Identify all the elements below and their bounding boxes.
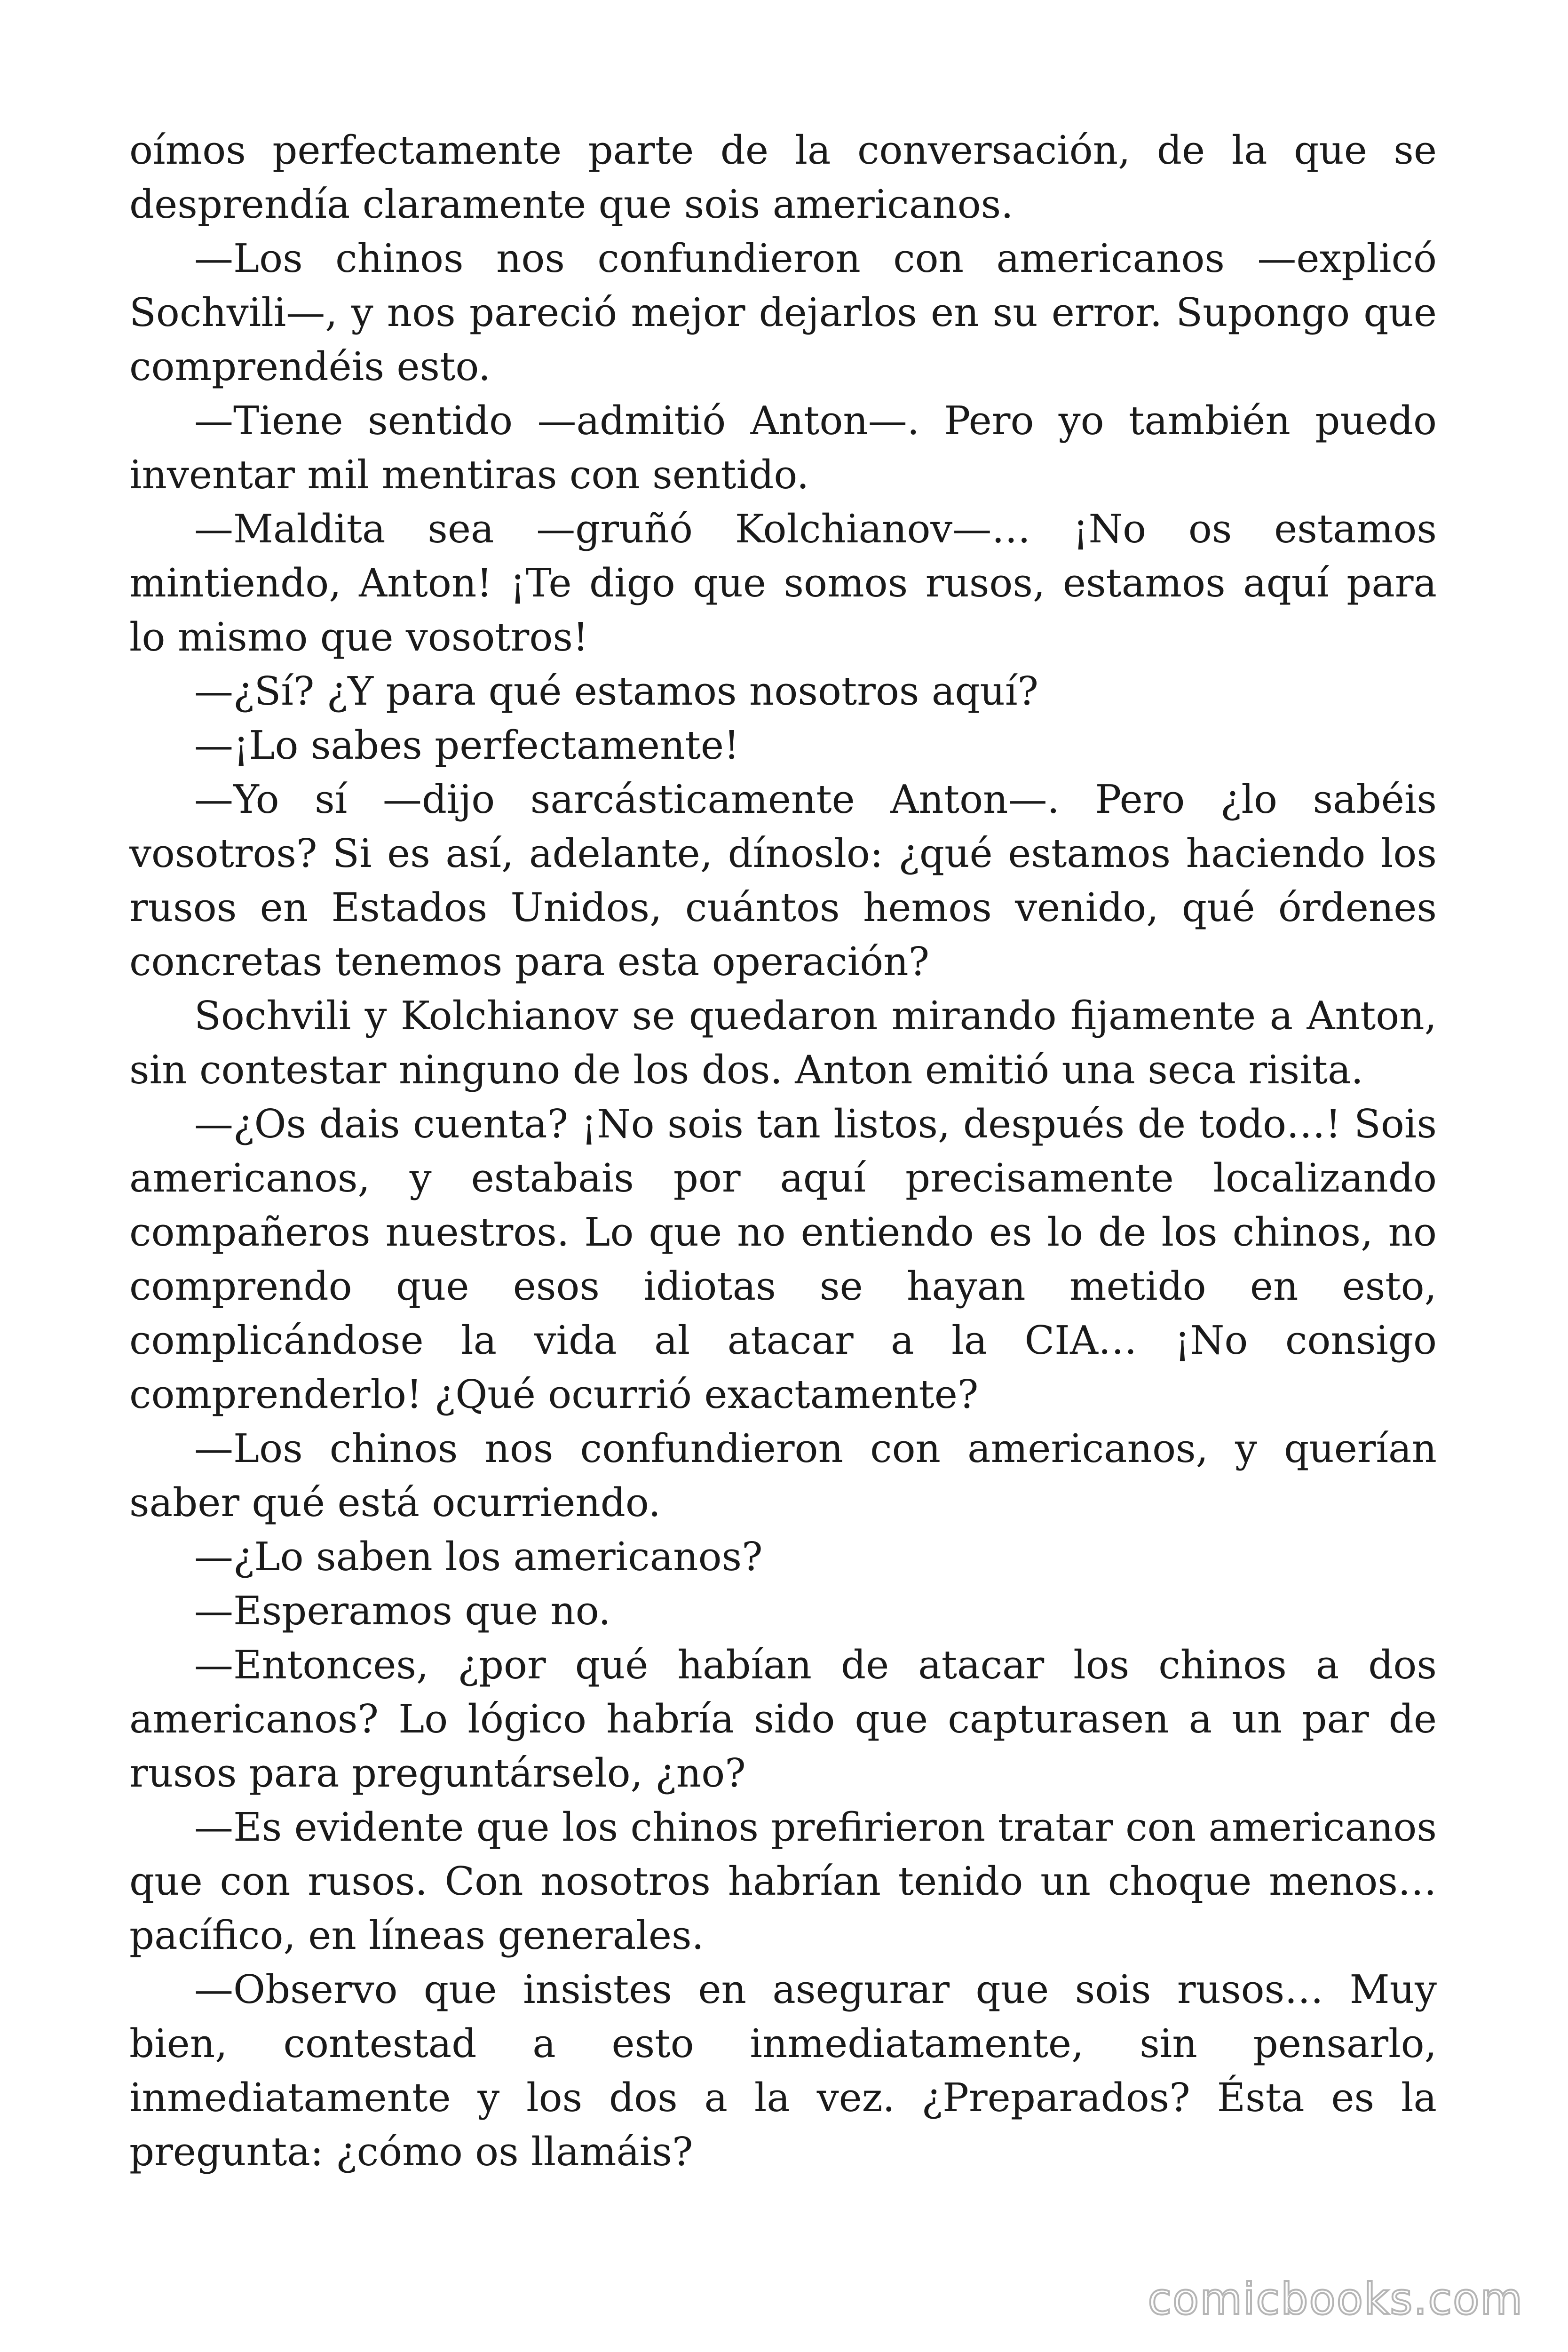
paragraph: Sochvili y Kolchianov se quedaron mirando fijamente a Anton, sin contestar ninguno de los dos. Anton emitió una seca risita. (129, 993, 1437, 1093)
paragraph: oímos perfectamente parte de la conversación, de la que se desprendía claramente que sois americanos. (129, 127, 1437, 227)
watermark: comicbooks.com (1148, 2274, 1523, 2324)
paragraph: —Observo que insistes en asegurar que sois rusos… Muy bien, contestad a esto inmediatamente, sin pensarlo, inmediatamente y los dos a la vez. ¿Preparados? Ésta es la pregunta: ¿cómo os llamáis? (129, 1967, 1437, 2175)
paragraph: —Yo sí —dijo sarcásticamente Anton—. Pero ¿lo sabéis vosotros? Si es así, adelante, dínoslo: ¿qué estamos haciendo los rusos en Estados Unidos, cuántos hemos venido, qué órdenes concretas tenemos para esta operación? (129, 777, 1437, 985)
paragraph: —¡Lo sabes perfectamente! (194, 723, 740, 768)
paragraph: —Los chinos nos confundieron con americanos —explicó Sochvili—, y nos pareció mejor dejarlos en su error. Supongo que comprendéis esto. (129, 236, 1437, 389)
paragraph: —¿Sí? ¿Y para qué estamos nosotros aquí? (194, 668, 1038, 714)
paragraph: —Entonces, ¿por qué habían de atacar los chinos a dos americanos? Lo lógico habría sido que capturasen a un par de rusos para preguntárselo, ¿no? (129, 1642, 1437, 1796)
paragraph: —Esperamos que no. (194, 1588, 611, 1634)
paragraph: —¿Lo saben los americanos? (194, 1534, 763, 1580)
paragraph: —Maldita sea —gruñó Kolchianov—… ¡No os estamos mintiendo, Anton! ¡Te digo que somos rusos, estamos aquí para lo mismo que vosotros! (129, 506, 1437, 660)
paragraph: —Tiene sentido —admitió Anton—. Pero yo también puedo inventar mil mentiras con sentido. (129, 398, 1437, 498)
page-text (129, 123, 1437, 2179)
paragraph: —Es evidente que los chinos prefirieron tratar con americanos que con rusos. Con nosotros habrían tenido un choque menos… pacífico, en líneas generales. (129, 1804, 1437, 1958)
paragraph: —Los chinos nos confundieron con americanos, y querían saber qué está ocurriendo. (129, 1426, 1437, 1526)
paragraph: —¿Os dais cuenta? ¡No sois tan listos, después de todo…! Sois americanos, y estabais por aquí precisamente localizando compañeros nuestros. Lo que no entiendo es lo de los chinos, no comprendo que esos idiotas se hayan metido en esto, complicándose la vida al atacar a la CIA… ¡No consigo comprenderlo! ¿Qué ocurrió exactamente? (129, 1101, 1437, 1417)
